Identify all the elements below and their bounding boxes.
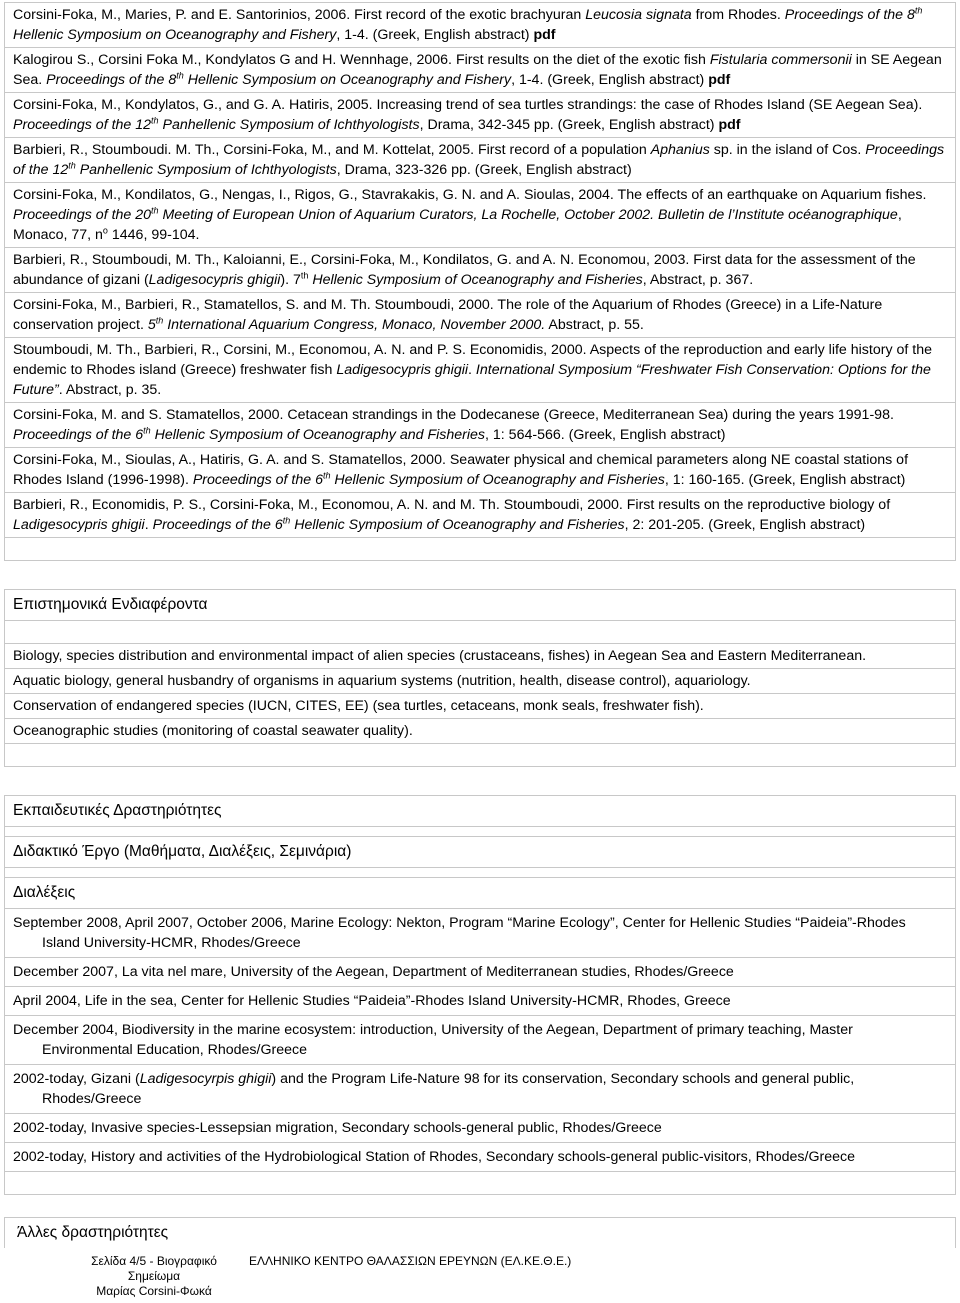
reference-item: Corsini-Foka, M., Barbieri, R., Stamatellos, S. and M. Th. Stoumboudi, 2000. The role of the Aquarium of Rhodes (Greece) in a Life-Nature conservation project. 5th International Aquarium Congress, Monaco, November 2000. Abstract, p. 55. <box>4 293 956 338</box>
lecture-item: December 2007, La vita nel mare, University of the Aegean, Department of Mediterranean studies, Rhodes/Greece <box>4 958 956 987</box>
empty-row <box>4 1172 956 1195</box>
lecture-item: 2002-today, History and activities of the Hydrobiological Station of Rhodes, Secondary schools-general public-visitors, Rhodes/Greece <box>4 1143 956 1172</box>
reference-item: Corsini-Foka, M., Sioulas, A., Hatiris, G. A. and S. Stamatellos, 2000. Seawater physical and chemical parameters along NE coastal stations of Rhodes Island (1996-1998). Proceedings of the 6th Hellenic Symposium of Oceanography and Fisheries, 1: 160-165. (Greek, English abstract) <box>4 448 956 493</box>
pdf-link[interactable]: pdf <box>708 72 731 88</box>
subheading-lectures: Διαλέξεις <box>4 878 956 909</box>
cv-page <box>4 2 956 1248</box>
empty-row <box>4 744 956 767</box>
section-gap <box>4 767 956 795</box>
subheading-teaching: Διδακτικό Έργο (Μαθήματα, Διαλέξεις, Σεμινάρια) <box>4 837 956 868</box>
empty-row <box>4 538 956 561</box>
interest-item: Oceanographic studies (monitoring of coastal seawater quality). <box>4 719 956 744</box>
reference-item: Barbieri, R., Economidis, P. S., Corsini-Foka, M., Economou, A. N. and M. Th. Stoumboudi, 2000. First results on the reproductive biology of Ladigesocypris ghigii. Proceedings of the 6th Hellenic Symposium of Oceanography and Fisheries, 2: 201-205. (Greek, English abstract) <box>4 493 956 538</box>
lecture-item: April 2004, Life in the sea, Center for Hellenic Studies “Paideia”-Rhodes Island University-HCMR, Rhodes, Greece <box>4 987 956 1016</box>
interest-item: Conservation of endangered species (IUCN, CITES, EE) (sea turtles, cetaceans, monk seals, freshwater fish). <box>4 694 956 719</box>
footer-page-info: Σελίδα 4/5 - Βιογραφικό Σημείωμα Μαρίας Corsini-Φωκά <box>91 1254 217 1298</box>
lecture-item: 2002-today, Invasive species-Lessepsian migration, Secondary schools-general public, Rhodes/Greece <box>4 1114 956 1143</box>
reference-item: Barbieri, R., Stoumboudi, M. Th., Kaloianni, E., Corsini-Foka, M., Kondilatos, G. and A. N. Economou, 2003. First data for the assessment of the abundance of gizani (Ladigesocypris ghigii). 7th Hellenic Symposium of Oceanography and Fisheries, Abstract, p. 367. <box>4 248 956 293</box>
reference-item: Stoumboudi, M. Th., Barbieri, R., Corsini, M., Economou, A. N. and P. S. Economidis, 2000. Aspects of the reproduction and early life history of the endemic to Rhodes island (Greece) freshwater fish Ladigesocypris ghigii. International Symposium “Freshwater Fish Conservation: Options for the Future”. Abstract, p. 35. <box>4 338 956 403</box>
section-gap <box>4 1195 956 1217</box>
empty-row <box>4 868 956 878</box>
reference-item: Kalogirou S., Corsini Foka M., Kondylatos G and H. Wennhage, 2006. First results on the diet of the exotic fish Fistularia commersonii in SE Aegean Sea. Proceedings of the 8th Hellenic Symposium on Oceanography and Fishery, 1-4. (Greek, English abstract) pdf <box>4 48 956 93</box>
interest-item: Biology, species distribution and environmental impact of alien species (crustaceans, fishes) in Aegean Sea and Eastern Mediterranean. <box>4 644 956 669</box>
reference-item: Corsini-Foka, M., Maries, P. and E. Santorinios, 2006. First record of the exotic brachyuran Leucosia signata from Rhodes. Proceedings of the 8th Hellenic Symposium on Oceanography and Fishery, 1-4. (Greek, English abstract) pdf <box>4 2 956 48</box>
empty-row <box>4 621 956 644</box>
reference-item: Corsini-Foka, M., Kondilatos, G., Nengas, I., Rigos, G., Stavrakakis, G. N. and A. Sioulas, 2004. The effects of an earthquake on Aquarium fishes. Proceedings of the 20th Meeting of European Union of Aquarium Curators, La Rochelle, October 2002. Bulletin de l’Institute océanographique, Monaco, 77, $n^o$ 1446, 99-104. <box>4 183 956 248</box>
empty-row <box>4 827 956 837</box>
lecture-item: 2002-today, Gizani (Ladigesocyrpis ghigii) and the Program Life-Nature 98 for its conservation, Secondary schools and general public, Rhodes/Greece <box>4 1065 956 1114</box>
section-heading-other: Άλλες δραστηριότητες <box>4 1217 956 1248</box>
pdf-link[interactable]: pdf <box>718 117 741 133</box>
section-heading-interests: Επιστημονικά Ενδιαφέροντα <box>4 589 956 621</box>
reference-item: Corsini-Foka, M. and S. Stamatellos, 2000. Cetacean strandings in the Dodecanese (Greece, Mediterranean Sea) during the years 1991-98. Proceedings of the 6th Hellenic Symposium of Oceanography and Fisheries, 1: 564-566. (Greek, English abstract) <box>4 403 956 448</box>
lecture-item: December 2004, Biodiversity in the marine ecosystem: introduction, University of the Aegean, Department of primary teaching, Master Environmental Education, Rhodes/Greece <box>4 1016 956 1065</box>
reference-item: Barbieri, R., Stoumboudi. M. Th., Corsini-Foka, M., and M. Kottelat, 2005. First record of a population Aphanius sp. in the island of Cos. Proceedings of the 12th Panhellenic Symposium of Ichthyologists, Drama, 323-326 pp. (Greek, English abstract) <box>4 138 956 183</box>
lecture-item: September 2008, April 2007, October 2006, Marine Ecology: Nekton, Program “Marine Ecology”, Center for Hellenic Studies “Paideia”-Rhodes Island University-HCMR, Rhodes/Greece <box>4 909 956 958</box>
reference-item: Corsini-Foka, M., Kondylatos, G., and G. A. Hatiris, 2005. Increasing trend of sea turtles strandings: the case of Rhodes Island (SE Aegean Sea). Proceedings of the 12th Panhellenic Symposium of Ichthyologists, Drama, 342-345 pp. (Greek, English abstract) pdf <box>4 93 956 138</box>
interest-item: Aquatic biology, general husbandry of organisms in aquarium systems (nutrition, health, disease control), aquariology. <box>4 669 956 694</box>
pdf-link[interactable]: pdf <box>533 27 556 43</box>
section-gap <box>4 561 956 589</box>
footer-organization: ΕΛΛΗΝΙΚΟ ΚΕΝΤΡΟ ΘΑΛΑΣΣΙΩΝ ΕΡΕΥΝΩΝ (ΕΛ.ΚΕ.Θ.Ε.) <box>249 1254 572 1268</box>
section-heading-education: Εκπαιδευτικές Δραστηριότητες <box>4 795 956 827</box>
